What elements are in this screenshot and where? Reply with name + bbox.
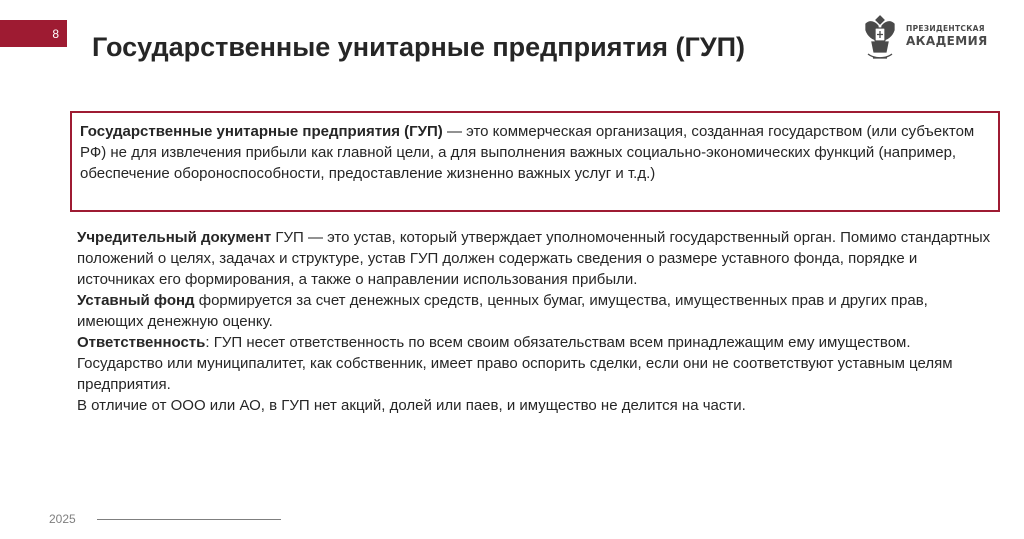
paragraph-charter-fund	[77, 290, 992, 332]
academy-emblem-icon	[858, 10, 902, 66]
paragraph-heading: Уставный фонд	[77, 292, 195, 309]
paragraph-liability	[77, 332, 992, 395]
paragraph-text: формируется за счет денежных средств, ценных бумаг, имущества, имущественных прав и других прав, имеющих денежную оценку.	[77, 292, 928, 330]
definition-term: Государственные унитарные предприятия (ГУП)	[80, 123, 443, 140]
definition-text: — это коммерческая организация, созданная государством (или субъектом РФ) не для извлечения прибыли как главной цели, а для выполнения важных социально-экономических функций (например, обеспечение обороноспособности, предоставление жизненно важных услуг и т.д.)	[80, 123, 975, 182]
footer-divider	[97, 519, 281, 520]
paragraph-difference	[77, 395, 992, 416]
logo-line-2: АКАДЕМИЯ	[906, 34, 988, 48]
logo-line-1: ПРЕЗИДЕНТСКАЯ	[906, 24, 985, 33]
footer-year: 2025	[49, 512, 76, 526]
paragraph-heading: Учредительный документ	[77, 229, 272, 246]
slide-number-badge	[0, 20, 67, 47]
paragraph-founding-document	[77, 227, 992, 290]
logo-text	[906, 22, 988, 48]
paragraph-heading: Ответственность	[77, 334, 206, 351]
slide-number: 8	[52, 26, 59, 41]
academy-logo	[858, 10, 998, 66]
definition-box	[70, 111, 1000, 212]
body-text	[77, 227, 992, 416]
paragraph-text: : ГУП несет ответственность по всем своим обязательствам всем принадлежащим ему имуществом. Государство или муниципалитет, как собственник, имеет право оспорить сделки, если они не соответствуют уставным целям предприятия.	[77, 334, 953, 393]
paragraph-text: ГУП — это устав, который утверждает уполномоченный государственный орган. Помимо стандартных положений о целях, задачах и структуре, устав ГУП должен содержать сведения о размере уставного фонда, порядке и источниках его формирования, а также о направлении использования прибыли.	[77, 229, 991, 288]
slide-title: Государственные унитарные предприятия (ГУП)	[92, 32, 746, 62]
paragraph-text: В отличие от ООО или АО, в ГУП нет акций, долей или паев, и имущество не делится на части.	[77, 397, 746, 414]
